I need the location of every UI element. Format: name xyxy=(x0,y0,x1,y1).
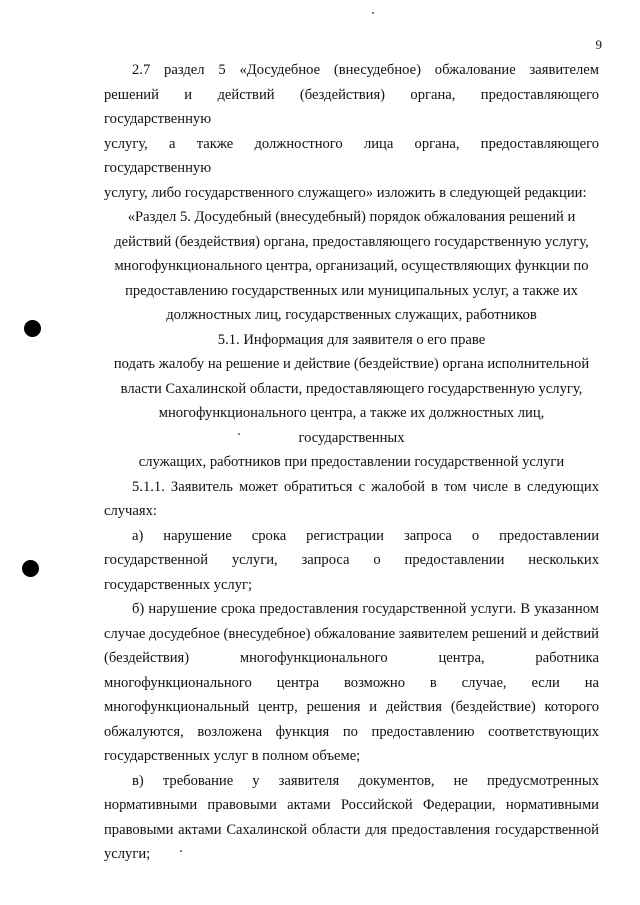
list-item-a xyxy=(104,524,599,598)
text-line: многофункциональный центр, решения и действия (бездействие) которого xyxy=(104,699,599,715)
text-line: случае досудебное (внесудебное) обжалование заявителем решений и действий xyxy=(104,625,599,642)
text-line: многофункционального центра, организаций, осуществляющих функции по xyxy=(114,258,589,274)
text-line: государственных услуг в полном объеме; xyxy=(104,748,361,764)
paragraph-5-1-1 xyxy=(104,475,599,524)
text-line: нормативными правовыми актами Российской Федерации, нормативными xyxy=(104,797,599,813)
text-line: в) требование у заявителя документов, не предусмотренных xyxy=(132,772,599,789)
text-line: подать жалобу на решение и действие (бездействие) органа исполнительной xyxy=(113,356,590,372)
list-item-v xyxy=(104,769,599,867)
punch-hole-bottom xyxy=(22,560,39,577)
text-line: решений и действий (бездействия) органа, предоставляющего государственную xyxy=(104,86,599,127)
text-line: государственной услуги, запроса о предоставлении нескольких xyxy=(104,552,599,568)
text-line: случаях: xyxy=(104,503,157,519)
text-line: должностных лиц, государственных служащих, работников xyxy=(166,307,537,323)
text-line: государственных услуг; xyxy=(104,576,253,593)
punch-hole-top xyxy=(24,320,41,337)
text-line: правовыми актами Сахалинской области для предоставления государственной xyxy=(104,821,599,838)
text-line: 2.7 раздел 5 «Досудебное (внесудебное) обжалование заявителем xyxy=(132,62,599,78)
text-line: 5.1.1. Заявитель может обратиться с жалобой в том числе в следующих xyxy=(132,478,599,495)
section-5-title xyxy=(104,205,599,328)
text-line: а) нарушение срока регистрации запроса о предоставлении xyxy=(132,527,599,544)
subsection-5-1-title xyxy=(104,328,599,475)
text-line: (бездействия) многофункционального центра, работника xyxy=(104,650,599,666)
text-line: услуги; xyxy=(104,846,151,862)
text-line: обжалуются, возложена функция по предоставлению соответствующих xyxy=(104,723,599,740)
text-line: власти Сахалинской области, предоставляющего государственную услугу, xyxy=(120,380,583,397)
text-line: «Раздел 5. Досудебный (внесудебный) порядок обжалования решений и xyxy=(127,209,576,225)
text-line: б) нарушение срока предоставления государственной услуги. В указанном xyxy=(132,601,599,617)
page-number: 9 xyxy=(595,37,602,52)
text-line: действий (бездействия) органа, предоставляющего государственную услугу, xyxy=(114,233,589,250)
text-line: служащих, работников при предоставлении государственной услуги xyxy=(138,454,565,470)
text-line: многофункционального центра возможно в случае, если на xyxy=(104,674,599,691)
scan-speck xyxy=(372,12,374,14)
text-line: услугу, либо государственного служащего» изложить в следующей редакции: xyxy=(104,184,587,201)
text-line: 5.1. Информация для заявителя о его праве xyxy=(217,331,486,348)
text-line: многофункционального центра, а также их должностных лиц, государственных xyxy=(158,405,545,446)
list-item-b xyxy=(104,597,599,769)
paragraph-amendment-2-7 xyxy=(104,58,599,205)
text-line: предоставлению государственных или муниципальных услуг, а также их xyxy=(125,282,578,299)
text-line: услугу, а также должностного лица органа, предоставляющего государственную xyxy=(104,135,599,176)
document-body xyxy=(104,58,599,867)
